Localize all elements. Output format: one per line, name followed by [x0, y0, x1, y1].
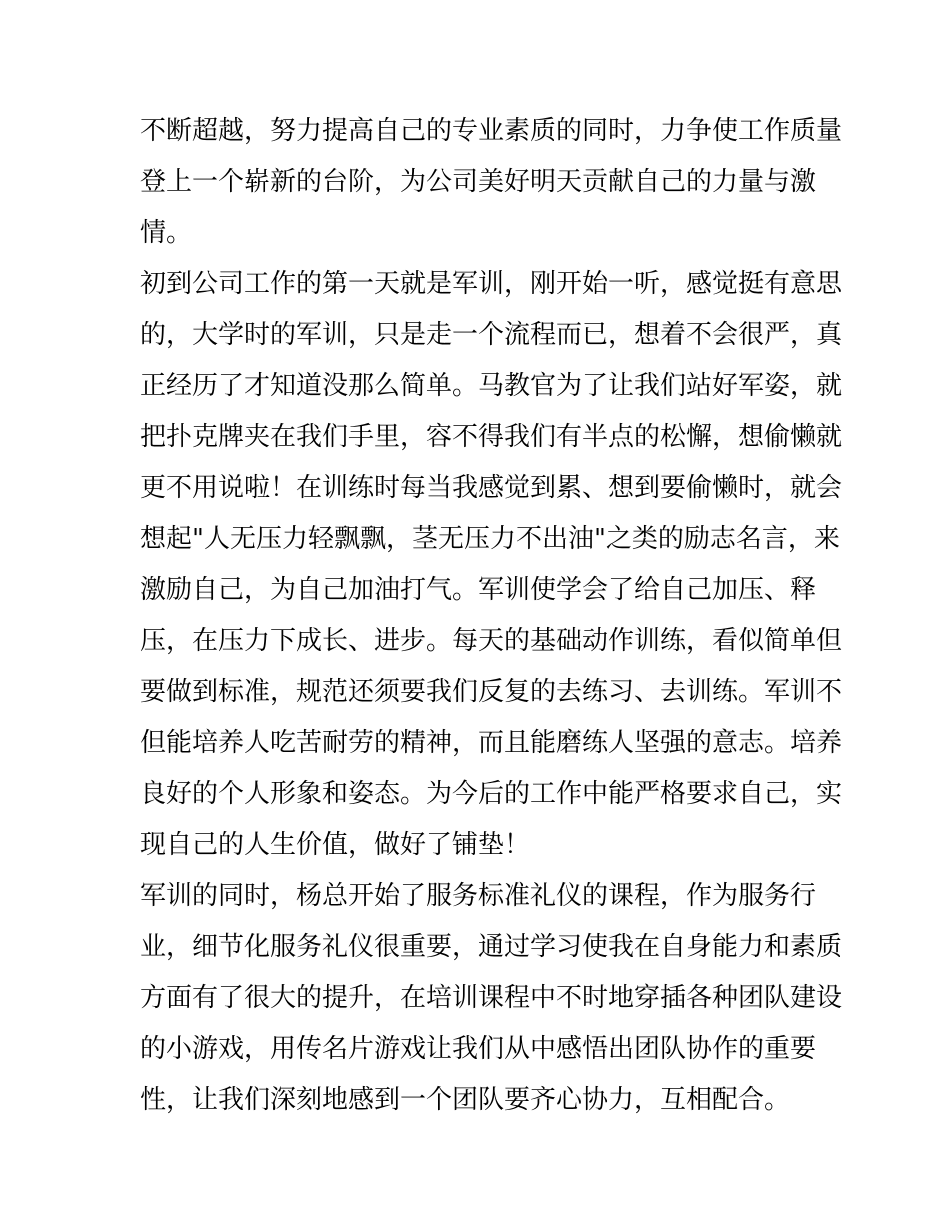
text-line: 现自己的人生价值，做好了铺垫！	[140, 830, 531, 860]
text-line: 初到公司工作的第一天就是军训，刚开始一听，感觉挺有意思	[140, 269, 843, 299]
text-line: 要做到标准，规范还须要我们反复的去练习、去训练。军训不	[140, 677, 843, 707]
text-line: 正经历了才知道没那么简单。马教官为了让我们站好军姿，就	[140, 371, 843, 401]
document-body	[140, 106, 843, 1126]
text-line: 想起"人无压力轻飘飘，茎无压力不出油"之类的励志名言，来	[140, 524, 840, 554]
text-line: 情。	[140, 218, 193, 248]
text-line: 方面有了很大的提升，在培训课程中不时地穿插各种团队建设	[140, 983, 843, 1013]
text-line: 更不用说啦！在训练时每当我感觉到累、想到要偷懒时，就会	[140, 473, 843, 503]
text-line: 性，让我们深刻地感到一个团队要齐心协力，互相配合。	[140, 1085, 791, 1115]
text-line: 但能培养人吃苦耐劳的精神，而且能磨练人坚强的意志。培养	[140, 728, 843, 758]
text-line: 激励自己，为自己加油打气。军训使学会了给自己加压、释	[140, 575, 817, 605]
text-line: 把扑克牌夹在我们手里，容不得我们有半点的松懈，想偷懒就	[140, 422, 843, 452]
text-line: 不断超越，努力提高自己的专业素质的同时，力争使工作质量	[140, 116, 843, 146]
text-line: 登上一个崭新的台阶，为公司美好明天贡献自己的力量与激	[140, 167, 817, 197]
text-line: 业，细节化服务礼仪很重要，通过学习使我在自身能力和素质	[140, 932, 843, 962]
text-line: 的，大学时的军训，只是走一个流程而已，想着不会很严，真	[140, 320, 843, 350]
text-line: 良好的个人形象和姿态。为今后的工作中能严格要求自己，实	[140, 779, 843, 809]
text-line: 的小游戏，用传名片游戏让我们从中感悟出团队协作的重要	[140, 1034, 817, 1064]
text-line: 压，在压力下成长、进步。每天的基础动作训练，看似简单但	[140, 626, 843, 656]
text-line: 军训的同时，杨总开始了服务标准礼仪的课程，作为服务行	[140, 881, 817, 911]
